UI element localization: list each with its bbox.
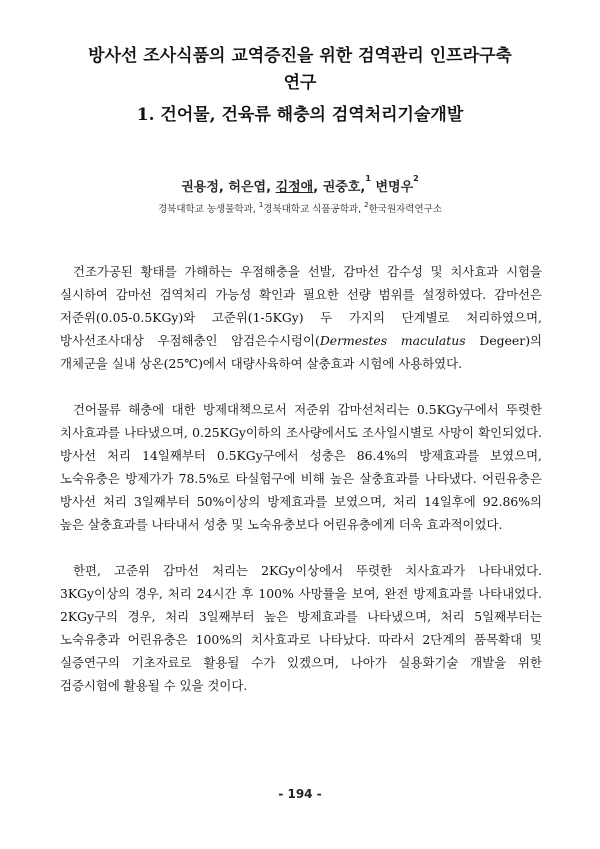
paper-subtitle: 1. 건어물, 건육류 해충의 검역처리기술개발 — [136, 105, 464, 125]
paper-title-line-2: 연구 — [283, 73, 317, 93]
abstract-paragraph-2 — [60, 398, 542, 536]
abstract-paragraph-1 — [60, 260, 542, 375]
paper-title-line-1: 방사선 조사식품의 교역증진을 위한 검역관리 인프라구축 — [88, 46, 512, 66]
author-4: 권중호, — [322, 180, 366, 195]
author-5-affiliation-mark: 2 — [413, 174, 419, 183]
affiliation-1: 경북대학교 식품공학과, — [263, 204, 362, 215]
abstract-paragraph-3 — [60, 559, 542, 697]
author-2: 허은엽, — [228, 180, 272, 195]
affiliation-list — [0, 201, 600, 215]
species-name: Dermestes maculatus — [319, 333, 466, 348]
author-list — [0, 176, 600, 195]
author-3-presenter: 김정애 — [275, 180, 314, 195]
paragraph-3-text: 한편, 고준위 감마선 처리는 2KGy이상에서 뚜렷한 치사효과가 나타내었다. 3KGy이상의 경우, 처리 24시간 후 100% 사망률을 보여, 완전 방제효과를 나타내었다. 2KGy구의 경우, 처리 3일째부터 높은 방제효과를 나타냈으며, 처리 5일째부터는 노숙유충과 어린유충은 100%의 치사효과로 나타났다. 따라서 2단계의 품목확대 및 실증연구의 기초자료로 활용될 수가 있겠으며, 나아가 실용화기술 개발을 위한 검증시험에 활용될 수 있을 것이다. — [60, 563, 542, 693]
author-4-affiliation-mark: 1 — [365, 174, 371, 183]
page-number: - 194 - — [278, 787, 322, 801]
author-3-separator: , — [313, 180, 319, 195]
affiliation-2-mark: 2 — [364, 201, 369, 209]
author-1: 권용정, — [181, 180, 224, 195]
affiliation-1-mark: 1 — [258, 201, 264, 209]
paragraph-1-text-b: Degeer)의 개체군을 실내 상온(25℃)에서 대량사육하여 살충효과 시험에 사용하였다. — [60, 333, 542, 371]
paragraph-2-text: 건어물류 해충에 대한 방제대책으로서 저준위 감마선처리는 0.5KGy구에서 뚜렷한 치사효과를 나타냈으며, 0.25KGy이하의 조사량에서도 조사일시별로 사망이 확인되었다. 방사선 처리 14일째부터 0.5KGy구에서 성충은 86.4%의 방제효과를 보였으며, 노숙유충은 방제가가 78.5%로 타실험구에 비해 높은 살충효과를 나타냈다. 어린유충은 방사선 처리 3일째부터 50%이상의 방제효과를 보였으며, 처리 14일후에 92.86%의 높은 살충효과를 나타내서 성충 및 노숙유충보다 어린유충에게 더욱 효과적이었다. — [60, 402, 542, 532]
paragraph-1-text-a: 건조가공된 황태를 가해하는 우점해충을 선발, 감마선 감수성 및 치사효과 시험을 실시하여 감마선 검역처리 가능성 확인과 필요한 선량 범위를 설정하였다. 감마선은 저준위(0.05-0.5KGy)와 고준위(1-5KGy) 두 가지의 단계별로 처리하였으며, 방사선조사대상 우점해충인 암검은수시렁이( — [60, 264, 542, 348]
author-5: 변명우 — [375, 180, 414, 195]
affiliation-0: 경북대학교 농생물학과, — [157, 204, 256, 215]
affiliation-2: 한국원자력연구소 — [368, 204, 443, 215]
